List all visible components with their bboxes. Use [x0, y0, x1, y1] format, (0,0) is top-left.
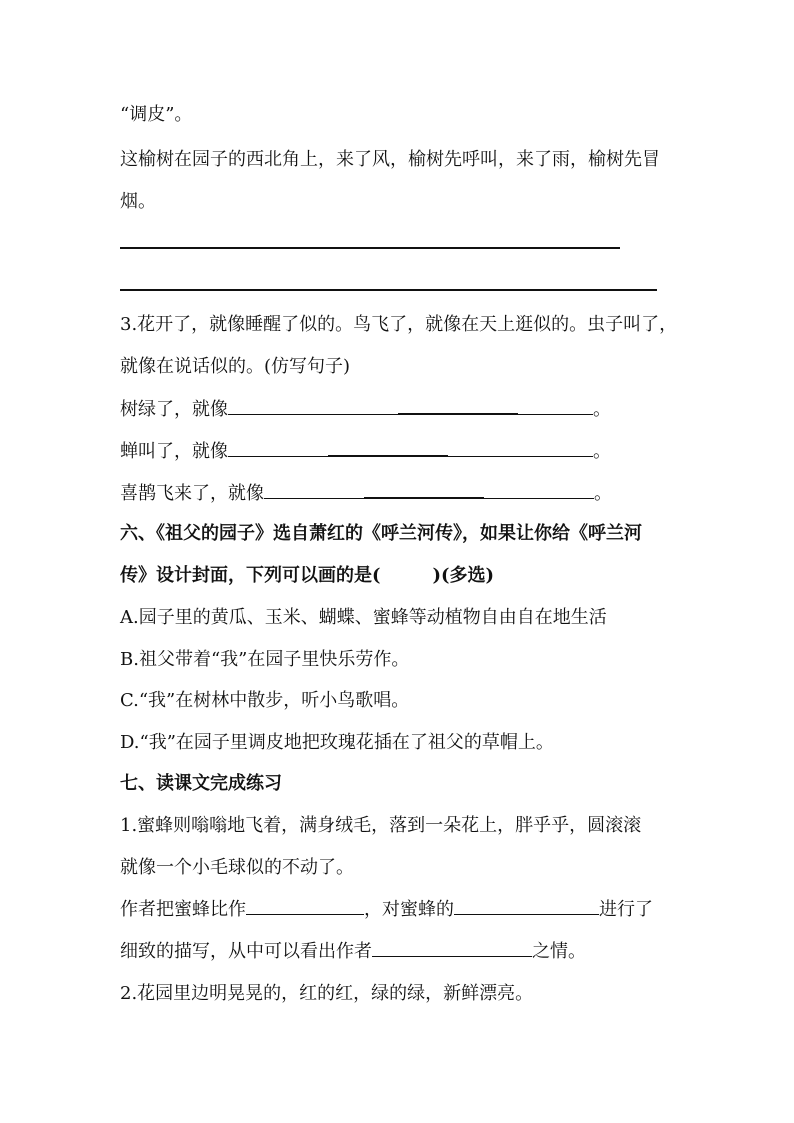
sec7-blank-1[interactable]: [246, 900, 364, 915]
sec6-question-line1: 六、《祖父的园子》选自萧红的《呼兰河传》，如果让你给《呼兰河: [120, 523, 642, 544]
sec6-question-line2-a: 传》设计封面，下列可以画的是(: [120, 565, 381, 586]
q3-fill1-blank-b[interactable]: [398, 399, 518, 415]
q3-fill2-blank-c[interactable]: [448, 442, 593, 457]
q3-fill2-suffix: 。: [593, 441, 611, 462]
q3-fill2-blank-a[interactable]: [228, 442, 328, 457]
sec7-title: 七、读课文完成练习: [120, 773, 282, 794]
q2-end-text: “调皮”。: [120, 104, 193, 125]
q3-fill3-blank-c[interactable]: [484, 484, 594, 499]
sec6-option-b: B.祖父带着“我”在园子里快乐劳作。: [120, 649, 410, 670]
sec6-question-line2: [120, 565, 494, 587]
q3-fill1-blank-c[interactable]: [518, 400, 593, 415]
q3-fill1-suffix: 。: [593, 399, 611, 420]
q3-fill-row-1: [120, 399, 611, 421]
sec7-fill-row-2: [120, 941, 586, 963]
q3-text-line2: 就像在说话似的。(仿写句子): [120, 356, 351, 377]
sec7-q1-line2: 就像一个小毛球似的不动了。: [120, 857, 354, 878]
q3-fill3-blank-a[interactable]: [264, 484, 364, 499]
q3-fill1-prefix: 树绿了，就像: [120, 399, 228, 420]
answer-line-1[interactable]: [120, 247, 620, 249]
sec6-option-c: C.“我”在树林中散步，听小鸟歌唱。: [120, 690, 410, 711]
q3-fill-row-2: [120, 441, 611, 463]
sec7-blank-3[interactable]: [372, 942, 532, 957]
sec6-question-line2-b: )(多选): [432, 565, 495, 586]
sec7-fill-d: 细致的描写，从中可以看出作者: [120, 941, 372, 962]
q2b-text-line1: 这榆树在园子的西北角上，来了风，榆树先呼叫，来了雨，榆树先冒: [120, 149, 660, 170]
q3-fill2-prefix: 蝉叫了，就像: [120, 441, 228, 462]
sec7-fill-b: ，对蜜蜂的: [364, 899, 454, 920]
sec7-fill-row-1: [120, 899, 653, 921]
q3-fill3-suffix: 。: [594, 483, 612, 504]
q3-text-line1: 3.花开了，就像睡醒了似的。鸟飞了，就像在天上逛似的。虫子叫了，: [120, 314, 678, 335]
answer-line-2[interactable]: [120, 289, 657, 291]
sec7-blank-2[interactable]: [454, 900, 599, 915]
sec7-q2-line1: 2.花园里边明晃晃的，红的红，绿的绿，新鲜漂亮。: [120, 983, 534, 1004]
sec6-option-d: D.“我”在园子里调皮地把玫瑰花插在了祖父的草帽上。: [120, 732, 554, 753]
q3-fill-row-3: [120, 483, 612, 505]
q3-fill1-blank-a[interactable]: [228, 400, 398, 415]
q3-fill2-blank-b[interactable]: [328, 441, 448, 457]
sec7-fill-a: 作者把蜜蜂比作: [120, 899, 246, 920]
sec7-fill-c: 进行了: [599, 899, 653, 920]
q2b-text-line2: 烟。: [120, 191, 156, 212]
sec7-fill-e: 之情。: [532, 941, 586, 962]
sec7-q1-line1: 1.蜜蜂则嗡嗡地飞着，满身绒毛，落到一朵花上，胖乎乎，圆滚滚: [120, 815, 642, 836]
sec6-option-a: A.园子里的黄瓜、玉米、蝴蝶、蜜蜂等动植物自由自在地生活: [120, 607, 607, 628]
q3-fill3-prefix: 喜鹊飞来了，就像: [120, 483, 264, 504]
q3-fill3-blank-b[interactable]: [364, 483, 484, 499]
